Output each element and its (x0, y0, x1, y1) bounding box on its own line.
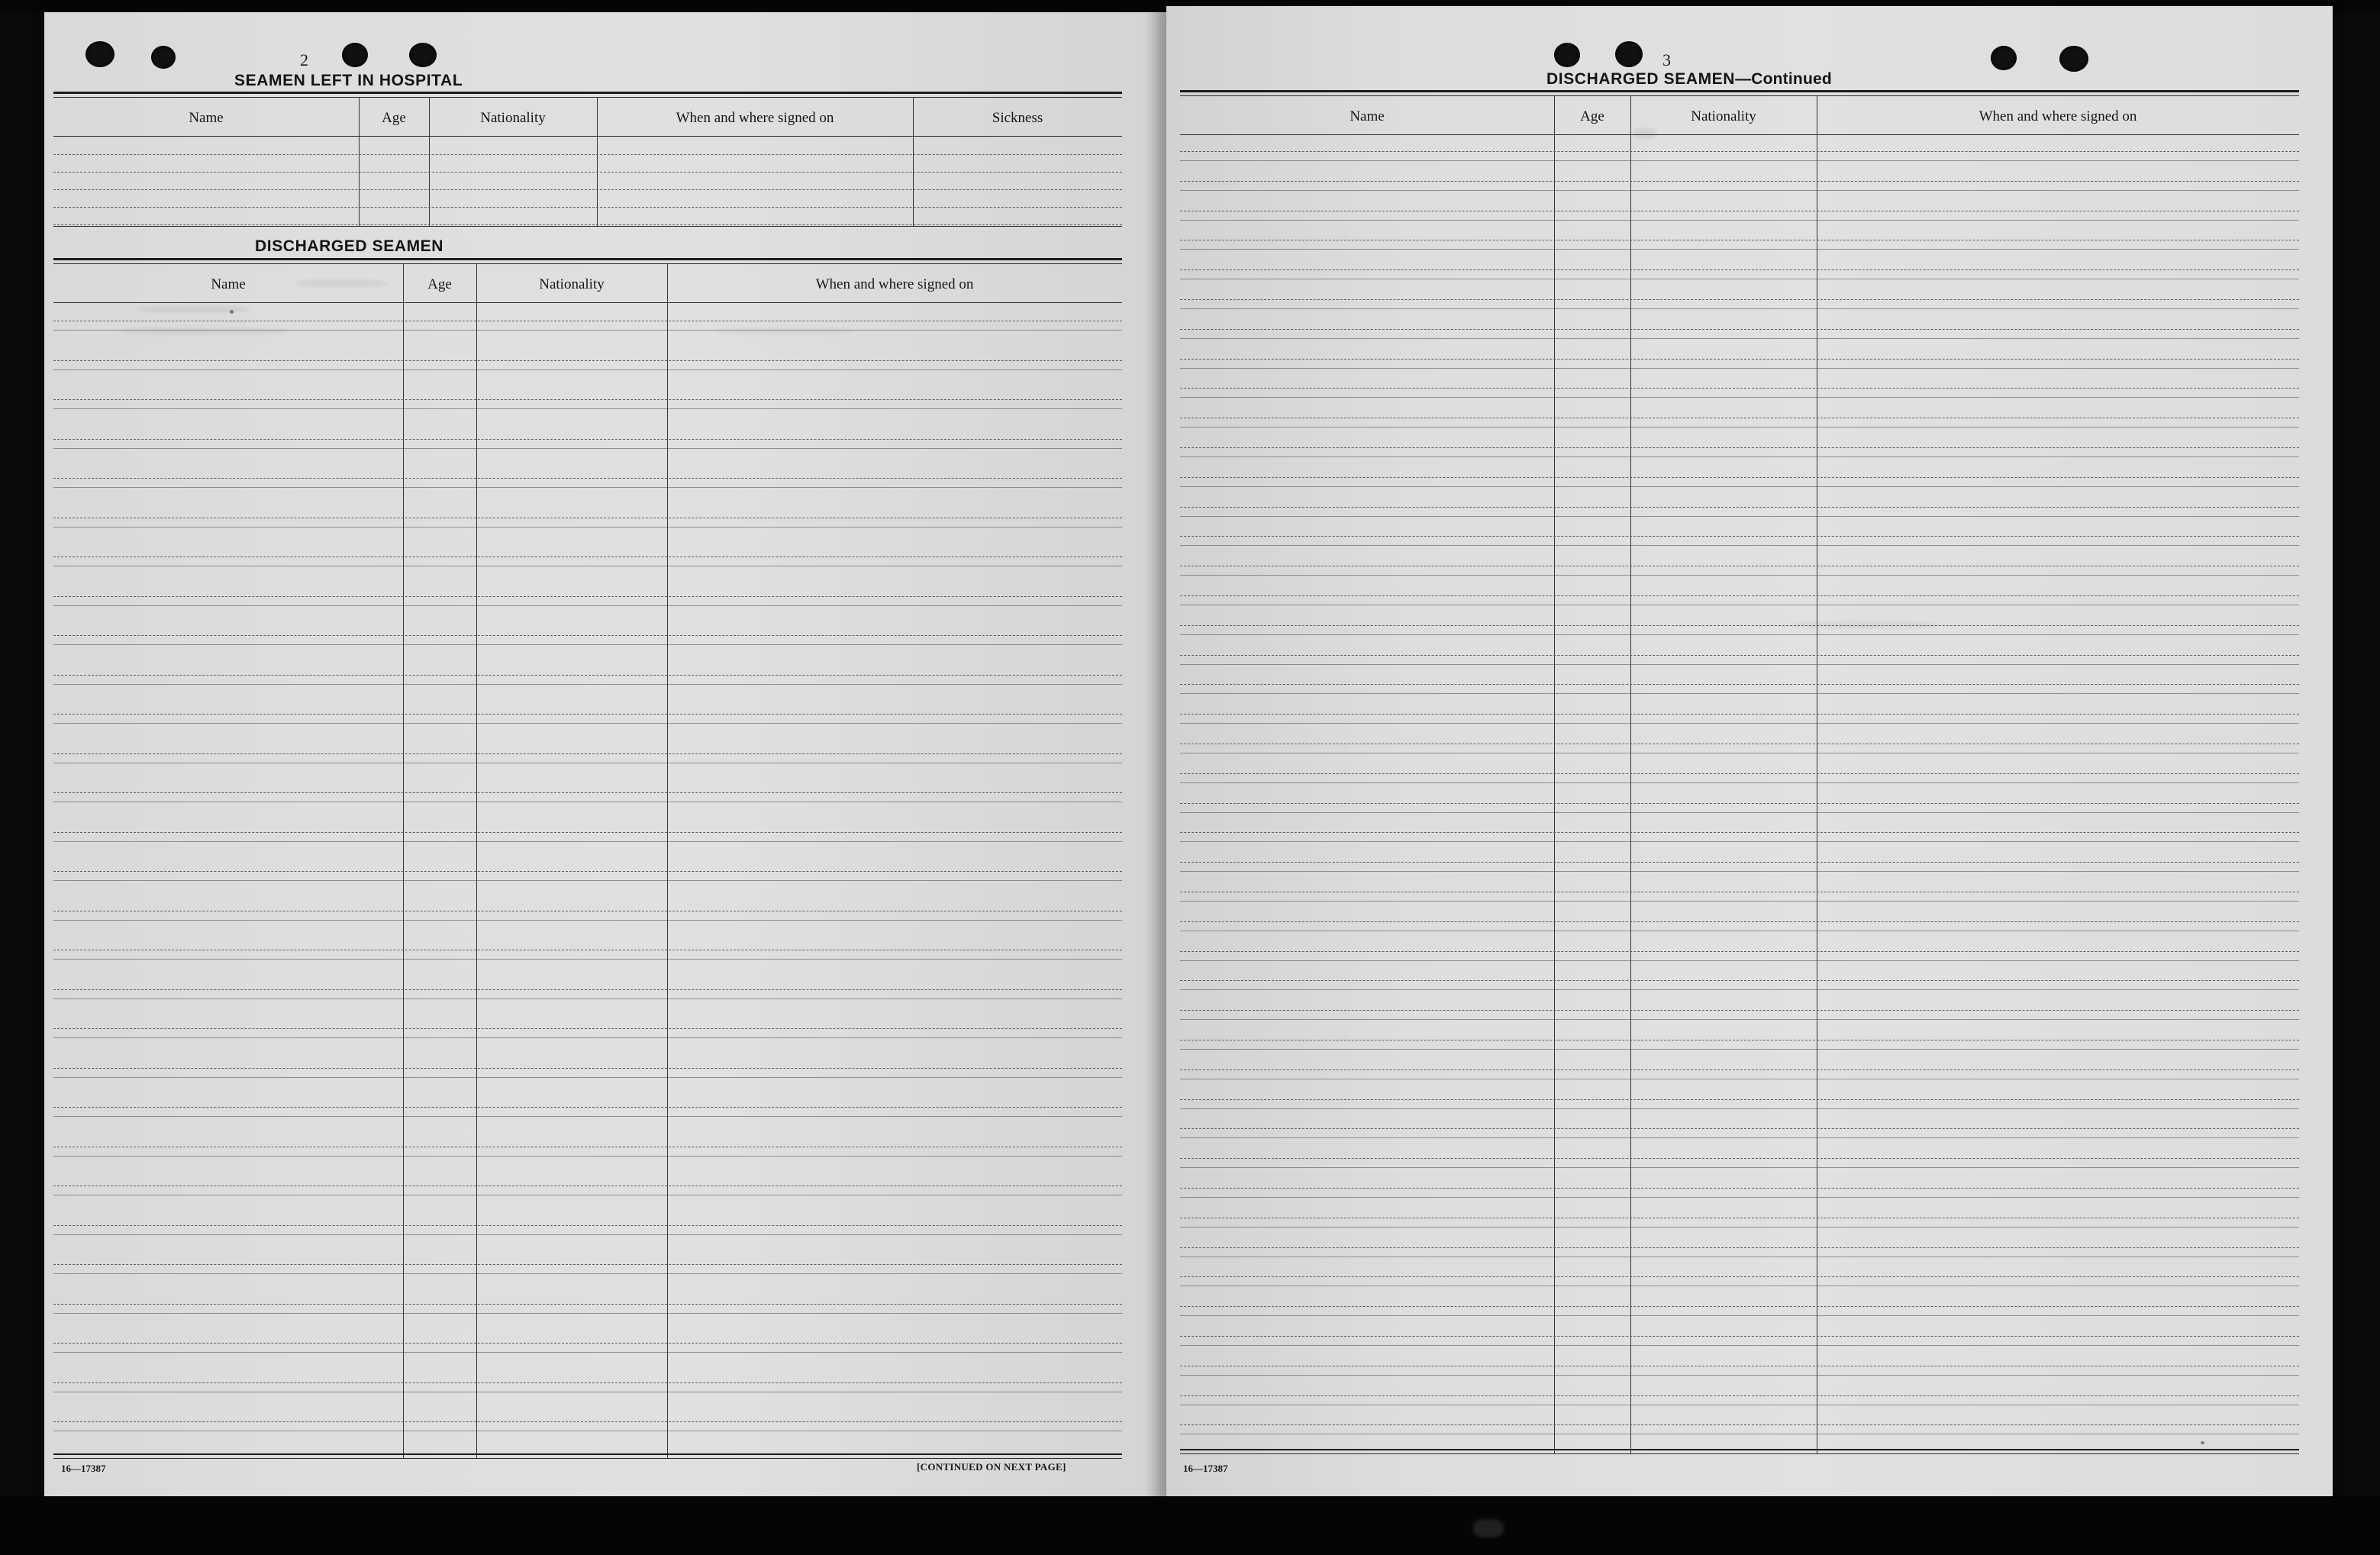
column-header-when-where-signed-on: When and where signed on (676, 110, 834, 126)
section-title-discharged-seamen-continued (1546, 70, 1832, 89)
table-row (1180, 803, 2299, 804)
punch-hole (1615, 41, 1643, 67)
table-row (53, 224, 1122, 225)
table-row (1180, 1336, 2299, 1337)
column-rule (476, 264, 477, 1458)
table-row-baseline (53, 1116, 1122, 1117)
table-row-baseline (53, 1156, 1122, 1157)
table-row (53, 714, 1122, 715)
continued-on-next-page-note: [CONTINUED ON NEXT PAGE] (917, 1461, 1066, 1473)
table-row-baseline (1180, 486, 2299, 487)
table-row-baseline (1180, 575, 2299, 576)
table-row-baseline (1180, 1197, 2299, 1198)
table-row-baseline (53, 1234, 1122, 1235)
table-row (1180, 536, 2299, 537)
scan-speck (230, 310, 234, 314)
punch-hole (409, 43, 437, 67)
ledger-page-left (44, 12, 1166, 1505)
table-row (1180, 181, 2299, 182)
table-row (1180, 1424, 2299, 1425)
table-row (1180, 625, 2299, 626)
table-row-baseline (53, 684, 1122, 685)
table-row-baseline (1180, 456, 2299, 457)
table-row-baseline (53, 1037, 1122, 1038)
table-row-baseline (1180, 249, 2299, 250)
table-row (53, 207, 1122, 208)
table-row-baseline (53, 605, 1122, 606)
table-row (53, 675, 1122, 676)
column-header-age: Age (382, 110, 406, 126)
table-row (1180, 329, 2299, 330)
table-row (1180, 1128, 2299, 1129)
table-row-baseline (1180, 1375, 2299, 1376)
table-row-baseline (53, 998, 1122, 999)
table-row-baseline (1180, 871, 2299, 872)
table-row-baseline (1180, 1137, 2299, 1138)
page-number-right: 3 (1662, 50, 1671, 69)
table-row-baseline (53, 1077, 1122, 1078)
table-row (53, 1264, 1122, 1265)
table-row-baseline (1180, 308, 2299, 309)
table-row (53, 1421, 1122, 1422)
table-row (1180, 1010, 2299, 1011)
scan-smudge (716, 327, 853, 334)
column-rule (403, 264, 404, 1458)
table-row (1180, 655, 2299, 656)
table-row (53, 596, 1122, 597)
table-row (1180, 1395, 2299, 1396)
table-row (1180, 1069, 2299, 1070)
table-row (53, 792, 1122, 793)
table-row-baseline (1180, 220, 2299, 221)
table-seamen-left-in-hospital (53, 92, 1122, 226)
table-row-baseline (53, 1313, 1122, 1314)
scan-smudge (296, 279, 388, 287)
table-row (1180, 1247, 2299, 1248)
table-bottom-rule (53, 226, 1122, 227)
table-top-rule (53, 92, 1122, 94)
table-row-baseline (1180, 634, 2299, 635)
table-row-baseline (53, 487, 1122, 488)
column-header-nationality: Nationality (1691, 108, 1756, 124)
table-row-baseline (1180, 693, 2299, 694)
table-row-baseline (53, 448, 1122, 449)
table-row (53, 1304, 1122, 1305)
table-row-baseline (53, 880, 1122, 881)
punch-hole (1554, 43, 1580, 67)
table-row (53, 399, 1122, 400)
table-bottom-rule-2 (1180, 1453, 2299, 1454)
scan-bottom-edge (0, 1496, 2380, 1555)
table-row (53, 439, 1122, 440)
table-row (1180, 595, 2299, 596)
table-row-baseline (53, 1273, 1122, 1274)
table-row-baseline (1180, 989, 2299, 990)
table-row-baseline (53, 723, 1122, 724)
table-bottom-rule (1180, 1449, 2299, 1450)
punch-hole (85, 41, 114, 67)
table-row-baseline (1180, 782, 2299, 783)
table-row-baseline (1180, 338, 2299, 339)
table-row-baseline (53, 841, 1122, 842)
table-row (53, 154, 1122, 155)
table-row (1180, 921, 2299, 922)
table-discharged-seamen (53, 258, 1122, 1458)
table-row-baseline (53, 369, 1122, 370)
punch-hole (2059, 46, 2088, 72)
column-header-age: Age (1580, 108, 1604, 124)
table-row (1180, 151, 2299, 152)
scan-smudge (1473, 1519, 1504, 1537)
table-row-baseline (53, 644, 1122, 645)
table-row (53, 1107, 1122, 1108)
table-row (53, 1225, 1122, 1226)
table-row-baseline (1180, 516, 2299, 517)
table-row-baseline (1180, 960, 2299, 961)
table-row (1180, 1276, 2299, 1277)
table-row (53, 635, 1122, 636)
table-row (1180, 1099, 2299, 1100)
table-row-baseline (1180, 901, 2299, 902)
table-row (1180, 388, 2299, 389)
table-row-baseline (1180, 841, 2299, 842)
page-number-left: 2 (300, 50, 308, 69)
table-row (53, 189, 1122, 190)
table-row (1180, 269, 2299, 270)
table-row-baseline (1180, 1227, 2299, 1228)
table-row-baseline (1180, 545, 2299, 546)
table-row (1180, 684, 2299, 685)
table-row (1180, 951, 2299, 952)
section-title-text: DISCHARGED SEAMEN (1546, 70, 1736, 88)
table-row (53, 832, 1122, 833)
table-row (1180, 714, 2299, 715)
column-header-nationality: Nationality (480, 110, 546, 126)
table-row (53, 1382, 1122, 1383)
column-header-sickness: Sickness (992, 110, 1043, 126)
table-row-baseline (1180, 1019, 2299, 1020)
table-row-baseline (1180, 1345, 2299, 1346)
table-row (1180, 359, 2299, 360)
table-row-baseline (1180, 1167, 2299, 1168)
form-code-left: 16—17387 (61, 1463, 106, 1474)
section-title-suffix: —Continued (1735, 70, 1832, 88)
table-row (53, 1028, 1122, 1029)
table-row (1180, 1188, 2299, 1189)
column-header-name: Name (211, 276, 246, 292)
header-bottom-rule (1180, 134, 2299, 135)
scan-smudge (1792, 621, 1937, 628)
table-row-baseline (1180, 190, 2299, 191)
table-head-underline (53, 263, 1122, 264)
table-top-rule (53, 258, 1122, 260)
table-row (53, 753, 1122, 754)
table-row-baseline (53, 408, 1122, 409)
table-row-baseline (1180, 812, 2299, 813)
table-row (1180, 862, 2299, 863)
table-discharged-seamen-continued (1180, 90, 2299, 1453)
column-header-name: Name (1350, 108, 1385, 124)
table-row-baseline (1180, 1315, 2299, 1316)
table-row-baseline (53, 920, 1122, 921)
section-title-seamen-left-in-hospital: SEAMEN LEFT IN HOSPITAL (234, 72, 463, 89)
table-row (1180, 980, 2299, 981)
scan-speck (2201, 1441, 2204, 1444)
column-header-when-where-signed-on: When and where signed on (815, 276, 974, 292)
column-header-when-where-signed-on: When and where signed on (1978, 108, 2137, 124)
table-row-baseline (1180, 664, 2299, 665)
table-row-baseline (1180, 368, 2299, 369)
punch-hole (1991, 46, 2017, 70)
column-rule (667, 264, 668, 1458)
column-header-age: Age (427, 276, 452, 292)
punch-hole (151, 46, 176, 69)
table-bottom-rule-2 (53, 1458, 1122, 1459)
table-row (53, 478, 1122, 479)
table-head-underline (53, 97, 1122, 98)
table-row-baseline (1180, 723, 2299, 724)
scan-smudge (121, 327, 289, 334)
form-code-right: 16—17387 (1183, 1463, 1228, 1474)
table-row-baseline (1180, 1108, 2299, 1109)
table-row (1180, 299, 2299, 300)
table-row-baseline (53, 959, 1122, 960)
table-row (1180, 773, 2299, 774)
table-row (1180, 832, 2299, 833)
table-row (53, 360, 1122, 361)
table-row (53, 871, 1122, 872)
header-bottom-rule (53, 302, 1122, 303)
table-top-rule (1180, 90, 2299, 92)
table-row-baseline (1180, 160, 2299, 161)
ledger-page-right (1166, 6, 2333, 1502)
table-row (53, 172, 1122, 173)
section-title-discharged-seamen: DISCHARGED SEAMEN (255, 237, 444, 255)
table-row-baseline (53, 1352, 1122, 1353)
table-row (1180, 1306, 2299, 1307)
table-row (53, 989, 1122, 990)
table-row (1180, 507, 2299, 508)
scan-smudge (1633, 128, 1656, 139)
column-header-nationality: Nationality (539, 276, 605, 292)
header-bottom-rule (53, 136, 1122, 137)
table-row (1180, 477, 2299, 478)
table-row (53, 1343, 1122, 1344)
table-bottom-rule (53, 1453, 1122, 1455)
table-row-baseline (1180, 1049, 2299, 1050)
table-row (1180, 1158, 2299, 1159)
table-row (1180, 447, 2299, 448)
column-header-name: Name (189, 110, 224, 126)
table-row-baseline (1180, 397, 2299, 398)
punch-hole (342, 43, 368, 67)
table-head-underline (1180, 95, 2299, 96)
table-row (53, 1068, 1122, 1069)
